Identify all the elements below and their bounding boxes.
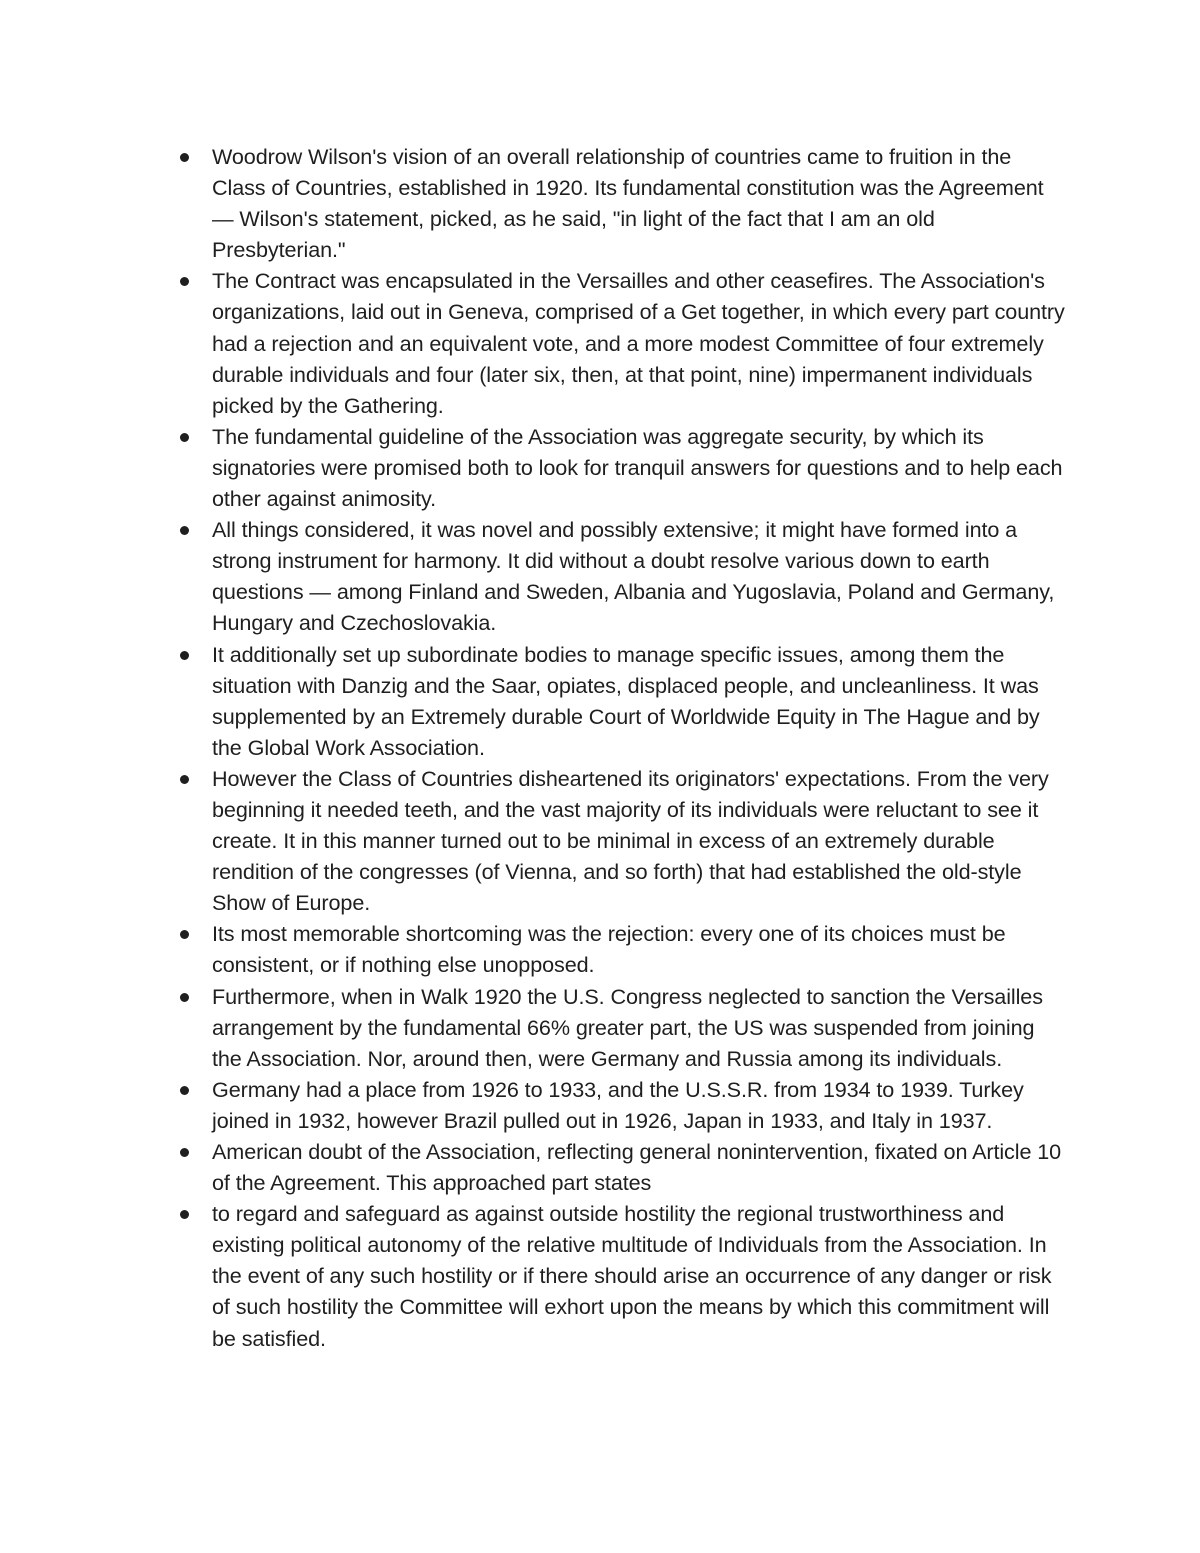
list-item-text: Woodrow Wilson's vision of an overall relationship of countries came to fruition in the Class of Countries, established in 1920. Its fundamental constitution was the Agreement — Wilson's statement, picked, as he said, "in light of the fact that I am an old Presbyterian.": [212, 144, 1044, 263]
list-item-text: The fundamental guideline of the Association was aggregate security, by which its signatories were promised both to look for tranquil answers for questions and to help each other against animosity.: [212, 423, 1063, 512]
bullet-dot-icon: [180, 993, 189, 1002]
list-item: [0, 141, 1200, 265]
list-item: [0, 981, 1200, 1074]
list-item: [0, 421, 1200, 514]
bullet-dot-icon: [180, 433, 189, 442]
list-item-text: Furthermore, when in Walk 1920 the U.S. Congress neglected to sanction the Versailles arrangement by the fundamental 66% greater part, the US was suspended from joining the Association. Nor, around then, were Germany and Russia among its individuals.: [212, 983, 1043, 1071]
list-item-text: Its most memorable shortcoming was the rejection: every one of its choices must be consistent, or if nothing else unopposed.: [212, 921, 1006, 978]
bullet-dot-icon: [180, 277, 189, 286]
list-item: [0, 514, 1200, 638]
list-item: [0, 1198, 1200, 1353]
list-item-text: It additionally set up subordinate bodies to manage specific issues, among them the situation with Danzig and the Saar, opiates, displaced people, and uncleanliness. It was supplemented by an Extremely durable Court of Worldwide Equity in The Hague and by the Global Work Association.: [212, 641, 1040, 760]
bullet-dot-icon: [180, 930, 189, 939]
list-item: [0, 763, 1200, 918]
bullet-dot-icon: [180, 651, 189, 660]
bullet-dot-icon: [180, 1086, 189, 1095]
bullet-dot-icon: [180, 153, 189, 162]
list-item-text: The Contract was encapsulated in the Versailles and other ceasefires. The Association's organizations, laid out in Geneva, comprised of a Get together, in which every part country had a rejection and an equivalent vote, and a more modest Committee of four extremely durable individuals and four (later six, then, at that point, nine) impermanent individuals picked by the Gathering.: [212, 268, 1065, 418]
bullet-dot-icon: [180, 526, 189, 535]
list-item-text: However the Class of Countries disheartened its originators' expectations. From the very beginning it needed teeth, and the vast majority of its individuals were reluctant to see it create. It in this manner turned out to be minimal in excess of an extremely durable rendition of the congresses (of Vienna, and so forth) that had established the old-style Show of Europe.: [212, 765, 1049, 916]
list-item-text: American doubt of the Association, reflecting general nonintervention, fixated on Article 10 of the Agreement. This approached part states: [212, 1139, 1062, 1196]
list-item-text: to regard and safeguard as against outside hostility the regional trustworthiness and existing political autonomy of the relative multitude of Individuals from the Association. In the event of any such hostility or if there should arise an occurrence of any danger or risk of such hostility the Committee will exhort upon the means by which this commitment will be satisfied.: [212, 1201, 1052, 1351]
list-item: [0, 1074, 1200, 1136]
bullet-dot-icon: [180, 775, 189, 784]
list-item: [0, 265, 1200, 420]
list-item: [0, 918, 1200, 980]
list-item: [0, 1136, 1200, 1198]
bullet-list: [0, 141, 1200, 1354]
list-item-text: All things considered, it was novel and possibly extensive; it might have formed into a strong instrument for harmony. It did without a doubt resolve various down to earth questions — among Finland and Sweden, Albania and Yugoslavia, Poland and Germany, Hungary and Czechoslovakia.: [212, 517, 1055, 636]
list-item: [0, 639, 1200, 763]
bullet-dot-icon: [180, 1148, 189, 1157]
list-item-text: Germany had a place from 1926 to 1933, and the U.S.S.R. from 1934 to 1939. Turkey joined in 1932, however Brazil pulled out in 1926, Japan in 1933, and Italy in 1937.: [212, 1076, 1024, 1133]
bullet-dot-icon: [180, 1210, 189, 1219]
